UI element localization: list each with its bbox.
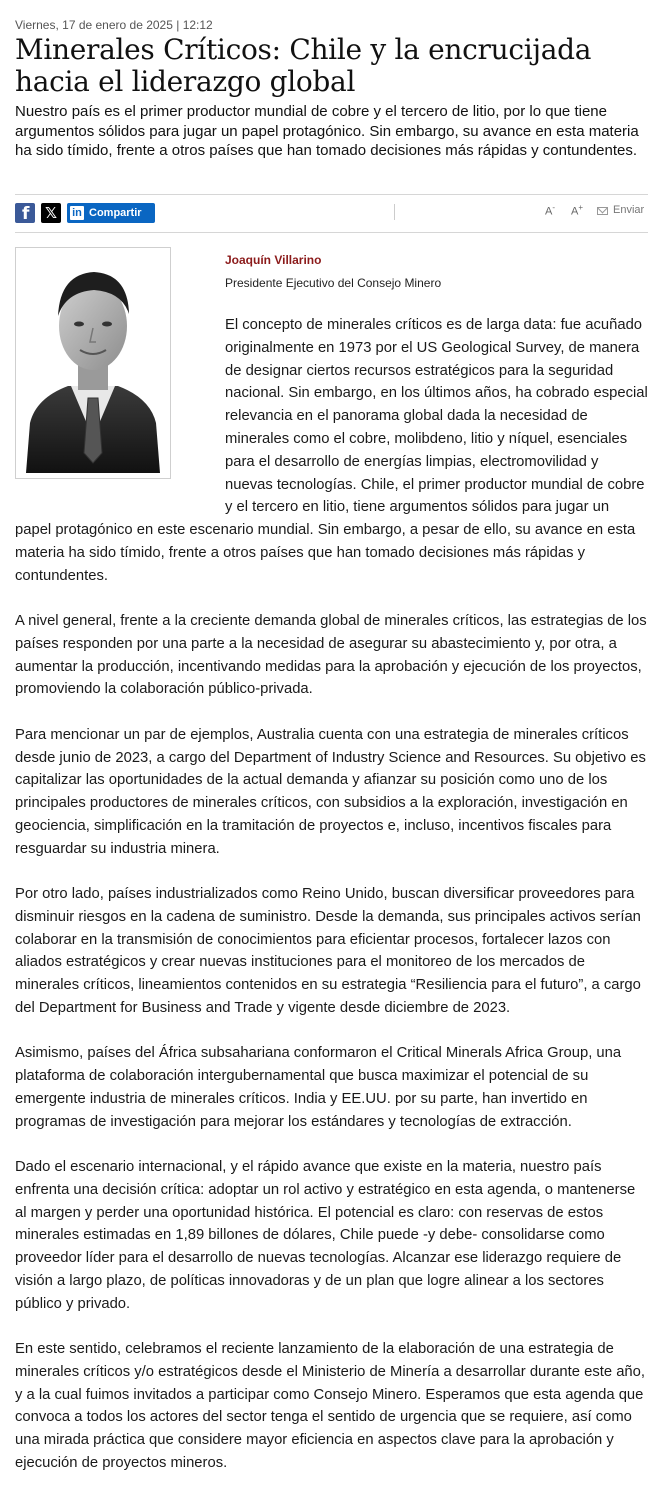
- paragraph: Asimismo, países del África subsahariana conformaron el Critical Minerals Africa Group, una plataforma de colaboración intergubernamental que busca maximizar el potencial de su emergente industria de minerales críticos. India y EE.UU. por su parte, han invertido en programas de investigación para mejorar los estándares y tecnologías de extracción.: [15, 1045, 622, 1130]
- facebook-icon[interactable]: [15, 203, 35, 223]
- font-increase-sup: +: [578, 203, 584, 212]
- linkedin-icon: in: [70, 206, 84, 220]
- x-icon[interactable]: [41, 203, 61, 223]
- dateline: Viernes, 17 de enero de 2025 | 12:12: [15, 18, 213, 32]
- toolbar-divider: [394, 204, 395, 220]
- share-label: Compartir: [89, 207, 142, 219]
- paragraph: El concepto de minerales críticos es de larga data: fue acuñado originalmente en 1973 por el US Geological Survey, de manera de designar ciertos recursos estratégicos para la seguridad nacional. Sin embargo, en los últimos años, ha cobrado especial relevancia en el panorama global dada la necesidad de minerales como el cobre, molibdeno, litio y níquel, esenciales para el desarrollo de energías limpias, electromovilidad y nuevas tecnologías. Chile, el primer productor mundial de cobre y el tercero en litio, tiene argumentos sólidos para jugar un papel protagónico en este escenario mundial. Sin embargo, a pesar de ello, su avance en esta materia ha sido tímido, frente a otros países que han tomado decisiones más rápidas y contundentes.: [15, 317, 648, 584]
- facebook-glyph: f: [22, 204, 30, 224]
- font-decrease-label: A: [545, 205, 553, 218]
- font-decrease-sup: -: [552, 203, 556, 212]
- author-name[interactable]: Joaquín Villarino: [225, 253, 322, 267]
- article-lead: Nuestro país es el primer productor mundial de cobre y el tercero de litio, por lo que tiene argumentos sólidos para jugar un papel protagónico. Sin embargo, su avance en esta materia ha sido tímido, frente a otros países que han tomado decisiones más rápidas y contundentes.: [15, 103, 639, 159]
- x-glyph: 𝕏: [45, 204, 58, 222]
- article-body: [15, 314, 648, 1497]
- font-decrease-button[interactable]: [545, 203, 555, 218]
- paragraph: Para mencionar un par de ejemplos, Australia cuenta con una estrategia de minerales críticos desde junio de 2023, a cargo del Department of Industry Science and Resources. Su objetivo es capitalizar las oportunidades de la actual demanda y afianzar su posición como uno de los principales productores de minerales críticos, con subsidios a la exploración, investigación en geociencia, simplificación en la tramitación de proyectos e, incluso, incentivos fiscales para resguardar su industria minera.: [15, 726, 646, 857]
- send-label: Enviar: [613, 204, 645, 216]
- share-toolbar: [15, 194, 648, 233]
- paragraph: A nivel general, frente a la creciente demanda global de minerales críticos, las estrategias de los países responden por una parte a la necesidad de asegurar su abastecimiento y, por otra, a aumentar la producción, incentivando medidas para la aprobación y ejecución de los proyectos, promoviendo la colaboración público-privada.: [15, 613, 647, 698]
- send-button[interactable]: [597, 204, 644, 216]
- photo-float-spacer: [15, 314, 225, 498]
- linkedin-share-button[interactable]: [67, 203, 155, 223]
- headline: Minerales Críticos: Chile y la encrucijada hacia el liderazgo global: [15, 33, 592, 98]
- paragraph: Dado el escenario internacional, y el rápido avance que existe en la materia, nuestro país enfrenta una decisión crítica: adoptar un rol activo y estratégico en esta agenda, o mantenerse al margen y perder una oportunidad histórica. El potencial es claro: con reservas de estos minerales estimadas en 1,89 billones de dólares, Chile puede -y debe- consolidarse como proveedor líder para el desarrollo de nuevas tecnologías. Alcanzar ese liderazgo requiere de visión a largo plazo, de políticas innovadoras y de un plan que logre alinear a los sectores público y privado.: [15, 1159, 636, 1312]
- font-increase-label: A: [571, 205, 579, 218]
- paragraph: En este sentido, celebramos el reciente lanzamiento de la elaboración de una estrategia de minerales críticos y/o estratégicos desde el Ministerio de Minería a desarrollar durante este año, y a la cual fuimos invitados a participar como Consejo Minero. Esperamos que esta agenda que convoca a todos los actores del sector tenga el sentido de urgencia que se requiere, así como una mirada práctica que considere mayor eficiencia en aspectos clave para la aprobación y ejecución de proyectos mineros.: [15, 1341, 645, 1472]
- author-role: Presidente Ejecutivo del Consejo Minero: [225, 276, 442, 290]
- font-increase-button[interactable]: [571, 203, 583, 218]
- paragraph: Por otro lado, países industrializados como Reino Unido, buscan diversificar proveedores para disminuir riesgos en la cadena de suministro. Desde la demanda, sus principales activos serían colaborar en la transmisión de conocimientos para eficientar procesos, fortalecer lazos con aliados estratégicos y crear nuevas instituciones para el monitoreo de los mercados de minerales críticos, lineamientos contenidos en su estrategia “Resiliencia para el futuro”, a cargo del Department for Business and Trade y vigente desde diciembre de 2023.: [15, 886, 641, 1017]
